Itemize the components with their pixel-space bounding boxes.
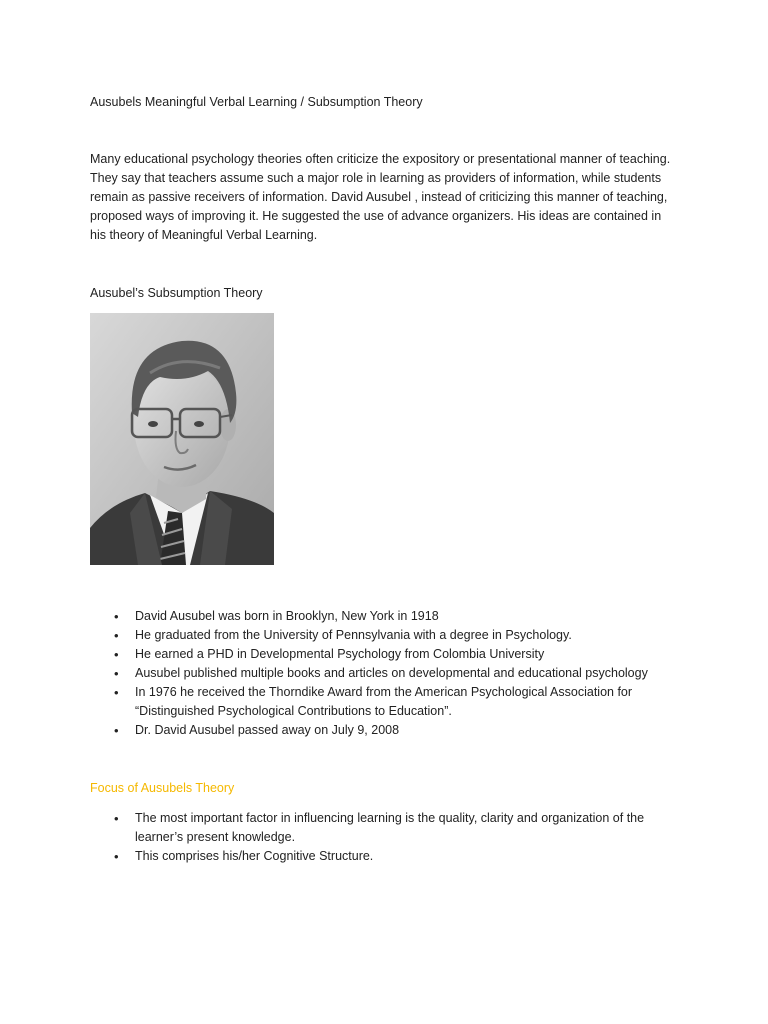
list-item: • The most important factor in influencing learning is the quality, clarity and organization of the learner’s present knowledge.	[90, 809, 680, 847]
list-item: • This comprises his/her Cognitive Structure.	[90, 847, 680, 866]
list-item: • He earned a PHD in Developmental Psychology from Colombia University	[90, 645, 680, 664]
list-item: • In 1976 he received the Thorndike Award from the American Psychological Association for “Distinguished Psychological Contributions to Education”.	[90, 683, 680, 721]
list-item: • He graduated from the University of Pennsylvania with a degree in Psychology.	[90, 626, 680, 645]
portrait-photo	[90, 313, 274, 565]
list-item: • Ausubel published multiple books and articles on developmental and educational psychology	[90, 664, 680, 683]
focus-heading: Focus of Ausubels Theory	[90, 781, 235, 795]
biography-list	[90, 607, 680, 740]
section-heading: Ausubel’s Subsumption Theory	[90, 286, 263, 300]
intro-paragraph: Many educational psychology theories often criticize the expository or presentational manner of teaching. They say that teachers assume such a major role in learning as providers of information, while students remain as passive receivers of information. David Ausubel , instead of criticizing this manner of teaching, proposed ways of improving it. He suggested the use of advance organizers. His ideas are contained in his theory of Meaningful Verbal Learning.	[90, 152, 671, 242]
focus-list	[90, 809, 680, 866]
document-title: Ausubels Meaningful Verbal Learning / Subsumption Theory	[90, 95, 423, 109]
list-item: • Dr. David Ausubel passed away on July 9, 2008	[90, 721, 680, 740]
list-item: • David Ausubel was born in Brooklyn, New York in 1918	[90, 607, 680, 626]
document-page	[90, 0, 680, 1024]
